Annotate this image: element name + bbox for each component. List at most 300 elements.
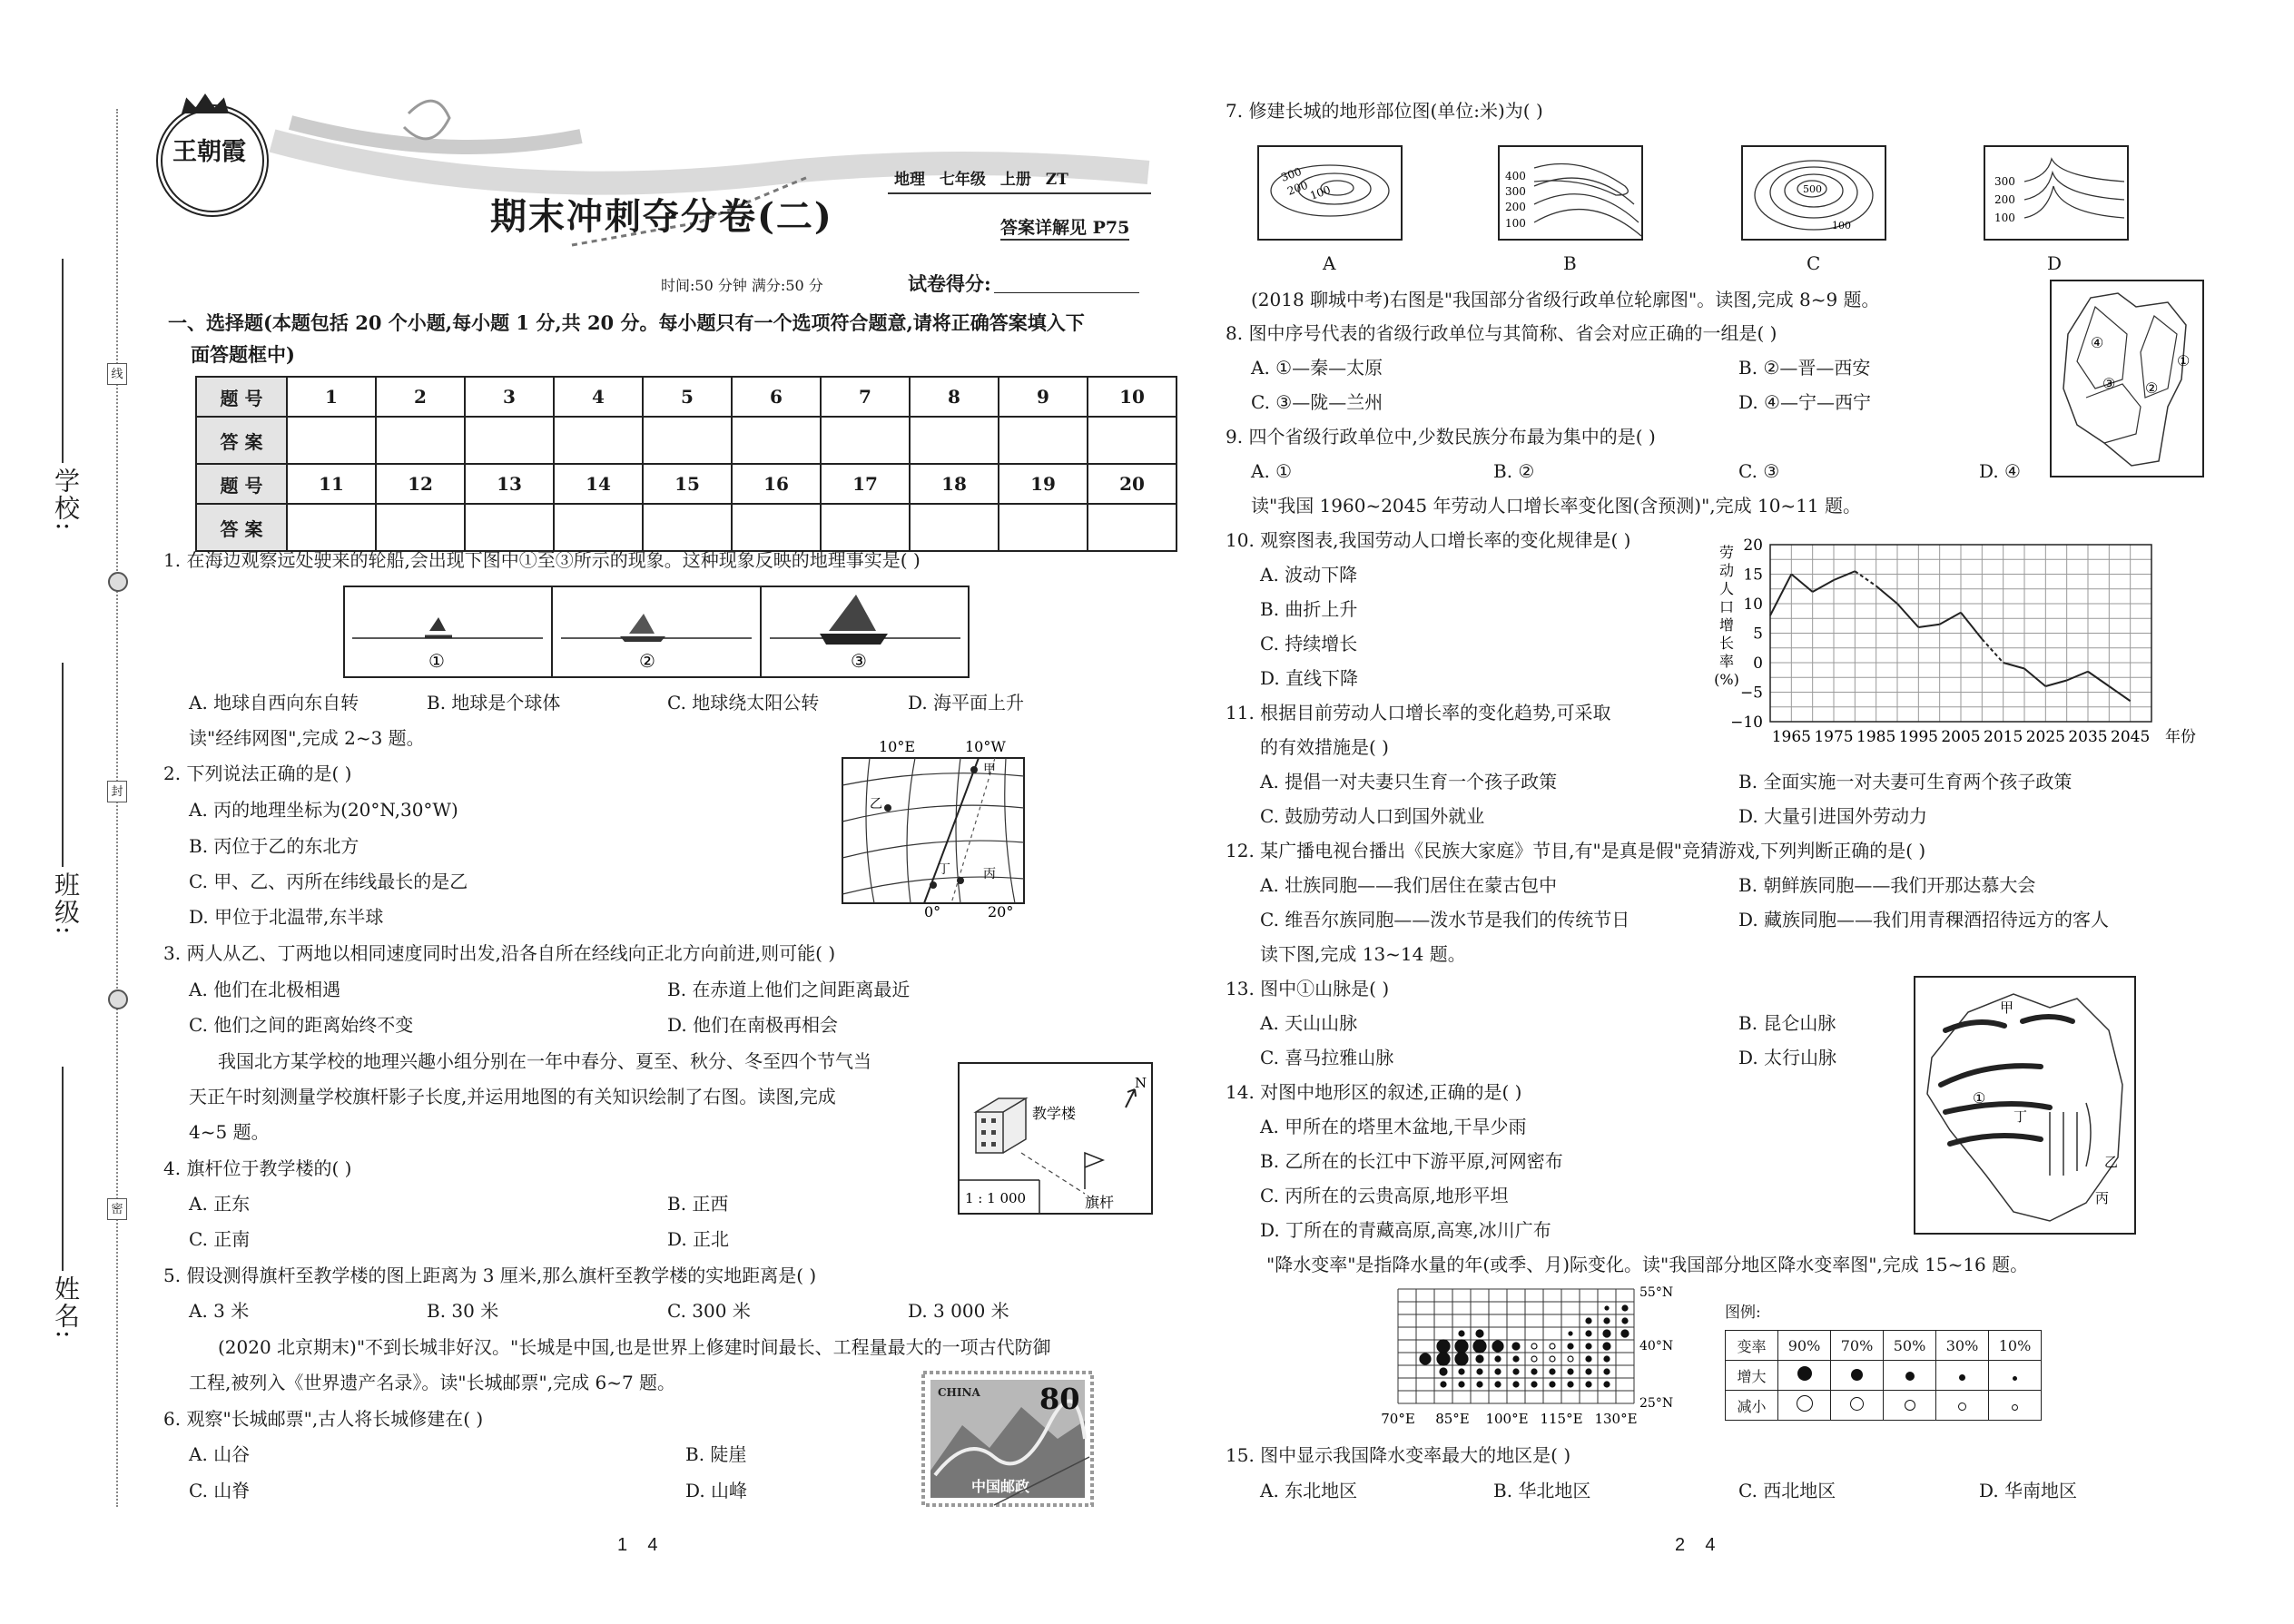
rain-dot-increase [1495, 1382, 1501, 1387]
legend-col: 30% [1936, 1331, 1989, 1361]
q8-stem: 8. 图中序号代表的省级行政单位与其简称、省会对应正确的一组是( ) [1226, 322, 1777, 344]
answer-table-num: 6 [732, 377, 821, 417]
legend-title: 图例: [1725, 1304, 1761, 1322]
legend-dec: 减小 [1726, 1391, 1778, 1421]
west-map-ding: 丁 [2013, 1108, 2028, 1125]
answer-table-num-label: 题 号 [196, 377, 287, 417]
name-label: 姓名: [51, 1275, 81, 1341]
stamp-post: 中国邮政 [971, 1478, 1030, 1495]
q9-option-a[interactable]: A. ① [1251, 460, 1293, 482]
q13-option-c[interactable]: C. 喜马拉雅山脉 [1260, 1047, 1394, 1068]
q5-option-a[interactable]: A. 3 米 [189, 1300, 250, 1322]
west-map-yi: 乙 [2104, 1154, 2119, 1170]
chart-ytick-label: 5 [1753, 625, 1763, 644]
graticule-yi: 乙 [870, 797, 882, 812]
answer-cell[interactable] [465, 417, 554, 464]
answer-cell[interactable] [732, 417, 821, 464]
q15-option-a[interactable]: A. 东北地区 [1260, 1480, 1358, 1501]
q2-stem: 2. 下列说法正确的是( ) [163, 763, 352, 784]
rain-dot-increase [1476, 1330, 1483, 1337]
great-wall-stamp [921, 1371, 1094, 1507]
q12-option-a[interactable]: A. 壮族同胞——我们居住在蒙古包中 [1260, 874, 1558, 896]
section1-line1: 一、选择题(本题包括 20 个小题,每小题 1 分,共 20 分。每小题只有一个选项符合题意,请将正确答案填入下 [168, 311, 1085, 334]
graticule-map [833, 735, 1033, 920]
q7-contour-b [1498, 145, 1643, 241]
answer-cell[interactable] [554, 504, 643, 551]
q9-stem: 9. 四个省级行政单位中,少数民族分布最为集中的是( ) [1226, 426, 1656, 448]
chart-line-segment [1770, 575, 1791, 616]
answer-table-num: 5 [643, 377, 732, 417]
page-number-right: 2 4 [1675, 1535, 1716, 1555]
binding-hole-1 [108, 572, 128, 592]
rain-dot-increase [1531, 1382, 1537, 1387]
name-line [62, 1067, 64, 1271]
answer-table-num: 4 [554, 377, 643, 417]
answer-cell[interactable] [999, 504, 1088, 551]
province-n1: ① [2177, 352, 2191, 369]
q2-option-a[interactable]: A. 丙的地理坐标为(20°N,30°W) [189, 799, 458, 821]
rain-dot-increase [1586, 1369, 1591, 1374]
chart-ytick-label: −5 [1739, 684, 1763, 703]
answer-table-num: 14 [554, 464, 643, 504]
q10-option-a[interactable]: A. 波动下降 [1260, 564, 1358, 586]
q11-option-b[interactable]: B. 全面实施一对夫妻可生育两个孩子政策 [1738, 771, 2072, 792]
legend-dot-inc [1851, 1369, 1863, 1381]
answer-table-ans-label: 答 案 [196, 504, 287, 551]
chart-ytick-label: 10 [1743, 595, 1763, 614]
legend-dot-inc [1905, 1372, 1915, 1381]
chart-ytick-label: 20 [1743, 536, 1763, 555]
q2-option-b[interactable]: B. 丙位于乙的东北方 [189, 835, 359, 857]
legend-col: 70% [1831, 1331, 1884, 1361]
legend-col: 90% [1778, 1331, 1831, 1361]
rain-dot-increase [1473, 1340, 1486, 1353]
answer-table-num: 9 [999, 377, 1088, 417]
rain-dot-increase [1550, 1382, 1555, 1387]
rain-dot-increase [1550, 1369, 1555, 1374]
q6-stem: 6. 观察"长城邮票",古人将长城修建在( ) [163, 1408, 484, 1430]
graticule-ding: 丁 [938, 862, 950, 877]
q6-option-b[interactable]: B. 陡崖 [685, 1443, 747, 1465]
graticule-top-right: 10°W [965, 738, 1006, 755]
q5-option-b[interactable]: B. 30 米 [427, 1300, 499, 1322]
rain-dot-increase [1459, 1331, 1464, 1336]
legend-col: 10% [1989, 1331, 2042, 1361]
q3-option-b[interactable]: B. 在赤道上他们之间距离最近 [667, 979, 911, 1000]
q7-b-300: 300 [1505, 185, 1526, 198]
rain-dot-increase [1455, 1353, 1468, 1365]
chart-xtick-label: 1985 [1856, 728, 1896, 746]
rain-dot-increase [1603, 1330, 1610, 1337]
q9-option-b[interactable]: B. ② [1493, 460, 1535, 482]
rain-dot-increase [1459, 1369, 1464, 1374]
answer-table-num: 16 [732, 464, 821, 504]
rain-dot-increase [1420, 1353, 1431, 1364]
chart-ylabel-char: 人 [1718, 580, 1735, 597]
passage-8-9: (2018 聊城中考)右图是"我国部分省级行政单位轮廓图"。读图,完成 8~9 题。 [1251, 289, 1880, 310]
q11-option-a[interactable]: A. 提倡一对夫妻只生育一个孩子政策 [1260, 771, 1558, 792]
answer-table-num: 1 [287, 377, 376, 417]
chart-ylabel-char: 增 [1718, 616, 1735, 634]
chart-xtick-label: 1965 [1771, 728, 1811, 746]
q9-option-d[interactable]: D. ④ [1979, 460, 2021, 482]
rain-dot-increase [1477, 1369, 1482, 1374]
q6-option-c[interactable]: C. 山脊 [189, 1480, 251, 1501]
q3-option-a[interactable]: A. 他们在北极相遇 [189, 979, 341, 1000]
answer-table-num: 15 [643, 464, 732, 504]
stamp-value: 80 [1039, 1382, 1080, 1416]
rain-dot-decrease [1568, 1356, 1573, 1362]
legend-dot-inc [2013, 1376, 2017, 1381]
q5-option-d[interactable]: D. 3 000 米 [908, 1300, 1009, 1322]
chart-xtick-label: 1995 [1898, 728, 1938, 746]
answer-cell[interactable] [643, 504, 732, 551]
rain-dot-increase [1437, 1340, 1450, 1353]
q13-option-b[interactable]: B. 昆仑山脉 [1738, 1012, 1836, 1034]
answer-table-num: 13 [465, 464, 554, 504]
answer-cell[interactable] [732, 504, 821, 551]
chart-ylabel-char: 率 [1718, 653, 1735, 670]
q2-option-c[interactable]: C. 甲、乙、丙所在纬线最长的是乙 [189, 871, 468, 892]
q1-option-d[interactable]: D. 海平面上升 [908, 692, 1025, 714]
rainfall-variability-map [1381, 1280, 1689, 1434]
chart-ytick-label: 15 [1743, 566, 1763, 585]
rain-dot-increase [1568, 1369, 1573, 1374]
rain-dot-increase [1495, 1369, 1501, 1374]
rain-dot-increase [1513, 1382, 1519, 1387]
answer-table-num: 2 [376, 377, 465, 417]
rain-lon-label: 130°E [1594, 1411, 1638, 1427]
rain-dot-increase [1622, 1318, 1628, 1324]
q12-option-c[interactable]: C. 维吾尔族同胞——泼水节是我们的传统节日 [1260, 909, 1630, 930]
q8-option-d[interactable]: D. ④—宁—西宁 [1738, 391, 1871, 413]
q8-option-c[interactable]: C. ③—陇—兰州 [1251, 391, 1383, 413]
rain-lat-mid: 40°N [1639, 1339, 1674, 1353]
rain-dot-increase [1604, 1318, 1610, 1324]
answer-table [195, 376, 1177, 552]
q12-option-d[interactable]: D. 藏族同胞——我们用青稞酒招待远方的客人 [1738, 909, 2110, 930]
legend-table [1725, 1330, 2042, 1421]
q7-label-c[interactable]: C [1807, 252, 1821, 274]
rain-dot-increase [1605, 1306, 1609, 1310]
q11-option-d[interactable]: D. 大量引进国外劳动力 [1738, 805, 1928, 827]
legend-dot-inc [1959, 1374, 1965, 1381]
answer-table-num: 3 [465, 377, 554, 417]
q8-option-a[interactable]: A. ①—秦—太原 [1251, 357, 1383, 379]
rain-dot-increase [1569, 1332, 1572, 1335]
q8-option-b[interactable]: B. ②—晋—西安 [1738, 357, 1871, 379]
legend-dot-dec [1905, 1400, 1915, 1411]
q15-stem: 15. 图中显示我国降水变率最大的地区是( ) [1226, 1444, 1571, 1466]
q4-option-b[interactable]: B. 正西 [667, 1193, 729, 1215]
rain-dot-increase [1441, 1382, 1446, 1387]
answer-table-ans-label: 答 案 [196, 417, 287, 464]
class-label: 班级: [51, 871, 81, 937]
school-map-scale: 1 : 1 000 [965, 1190, 1027, 1206]
q1-option-b[interactable]: B. 地球是个球体 [427, 692, 561, 714]
subject-tag: 地理 七年级 上册 ZT [894, 171, 1068, 189]
legend-dot-dec [1958, 1403, 1966, 1411]
answer-cell[interactable] [910, 417, 999, 464]
rain-lat-bot: 25°N [1639, 1396, 1674, 1411]
rain-dot-increase [1440, 1368, 1447, 1375]
class-line [62, 663, 64, 867]
rain-dot-increase [1586, 1331, 1591, 1336]
q15-option-c[interactable]: C. 西北地区 [1738, 1480, 1836, 1501]
school-map-flag: 旗杆 [1085, 1194, 1115, 1211]
passage-6-7-line1: (2020 北京期末)"不到长城非好汉。"长城是中国,也是世界上修建时间最长、工程量最大的一项古代防御 [218, 1336, 1051, 1358]
answer-table-num: 8 [910, 377, 999, 417]
q11-stem-2: 的有效措施是( ) [1260, 736, 1389, 758]
section1-line2: 面答题框中) [191, 343, 295, 366]
q13-stem: 13. 图中①山脉是( ) [1226, 978, 1390, 999]
exam-title: 期末冲刺夺分卷(二) [490, 195, 833, 238]
chart-xtick-label: 2005 [1941, 728, 1981, 746]
q7-contour-a [1257, 145, 1403, 241]
q7-contour-c [1741, 145, 1886, 241]
binding-mark-3: 密 [107, 1198, 127, 1220]
graticule-jia: 甲 [983, 763, 996, 777]
school-line [62, 259, 64, 463]
rain-dot-increase [1531, 1369, 1537, 1374]
q7-b-200: 200 [1505, 201, 1526, 213]
subject-tag-rule [888, 192, 1151, 194]
graticule-bing: 丙 [983, 867, 996, 881]
q14-option-a[interactable]: A. 甲所在的塔里木盆地,干旱少雨 [1260, 1116, 1527, 1137]
read-13-14: 读下图,完成 13~14 题。 [1260, 943, 1466, 965]
chart-line-segment [2004, 663, 2024, 669]
chart-ylabel-char: 口 [1718, 598, 1735, 615]
rain-lon-label: 70°E [1381, 1411, 1415, 1427]
chart-xlabel: 年份 [2165, 728, 2196, 746]
answer-cell[interactable] [287, 504, 376, 551]
rain-dot-increase [1603, 1343, 1610, 1350]
q7-a-300: 300 [1279, 164, 1304, 184]
q10-option-d[interactable]: D. 直线下降 [1260, 667, 1359, 689]
q7-d-100: 100 [1994, 212, 2015, 224]
q1-ship-figure [343, 586, 970, 678]
rain-lon-label: 100°E [1485, 1411, 1529, 1427]
passage-4-5-line2: 天正午时刻测量学校旗杆影子长度,并运用地图的有关知识绘制了右图。读图,完成 [189, 1086, 836, 1107]
rain-lon-label: 85°E [1435, 1411, 1470, 1427]
q7-a-200: 200 [1285, 178, 1310, 198]
stamp-country: CHINA [938, 1386, 980, 1399]
school-label: 学校: [51, 468, 81, 533]
binding-mark-1: 线 [107, 363, 127, 385]
answer-table-num: 12 [376, 464, 465, 504]
rain-dot-increase [1604, 1369, 1610, 1374]
chart-line-segment [2067, 672, 2088, 681]
q3-stem: 3. 两人从乙、丁两地以相同速度同时出发,沿各自所在经线向正北方向前进,则可能( ) [163, 942, 836, 964]
west-map-n1: ① [1973, 1089, 1986, 1107]
school-map-building: 教学楼 [1032, 1105, 1077, 1122]
province-n3: ③ [2102, 375, 2116, 392]
q12-option-b[interactable]: B. 朝鲜族同胞——我们开那达慕大会 [1738, 874, 2036, 896]
chart-xtick-label: 1975 [1814, 728, 1854, 746]
answer-cell[interactable] [287, 417, 376, 464]
q3-option-d[interactable]: D. 他们在南极再相会 [667, 1014, 839, 1036]
chart-xtick-label: 2035 [2068, 728, 2108, 746]
graticule-top-left: 10°E [879, 738, 916, 755]
province-map [2050, 280, 2204, 477]
q14-option-d[interactable]: D. 丁所在的青藏高原,高寒,冰川广布 [1260, 1219, 1551, 1241]
q4-option-d[interactable]: D. 正北 [667, 1228, 730, 1250]
answer-cell[interactable] [910, 504, 999, 551]
rain-dot-increase [1622, 1305, 1628, 1311]
q15-option-d[interactable]: D. 华南地区 [1979, 1480, 2078, 1501]
q3-option-c[interactable]: C. 他们之间的距离始终不变 [189, 1014, 414, 1036]
chart-ylabel-char: 劳 [1718, 544, 1735, 561]
q7-b-100: 100 [1505, 217, 1526, 230]
answer-table-num: 10 [1088, 377, 1177, 417]
q7-label-a[interactable]: A [1323, 252, 1336, 274]
rain-dot-decrease [1550, 1356, 1555, 1362]
q11-option-c[interactable]: C. 鼓励劳动人口到国外就业 [1260, 805, 1485, 827]
q2-option-d[interactable]: D. 甲位于北温带,东半球 [189, 906, 384, 928]
q13-option-a[interactable]: A. 天山山脉 [1260, 1012, 1358, 1034]
read-10-11: 读"我国 1960~2045 年劳动人口增长率变化图(含预测)",完成 10~11 题。 [1251, 495, 1862, 517]
passage-15-16: "降水变率"是指降水量的年(或季、月)际变化。读"我国部分地区降水变率图",完成 15~16 题。 [1266, 1254, 2029, 1275]
binding-mark-2: 封 [107, 781, 127, 802]
rain-dot-increase [1586, 1356, 1591, 1362]
rain-lon-label: 115°E [1540, 1411, 1583, 1427]
west-china-map [1914, 976, 2136, 1235]
rain-dot-increase [1586, 1318, 1591, 1324]
chart-line-segment [2045, 681, 2066, 687]
answer-cell[interactable] [376, 504, 465, 551]
chart-line-segment [1813, 580, 1834, 592]
rain-dot-increase [1568, 1382, 1573, 1387]
score-label: 试卷得分: [908, 272, 991, 295]
q10-option-c[interactable]: C. 持续增长 [1260, 633, 1358, 655]
q10-stem: 10. 观察图表,我国劳动人口增长率的变化规律是( ) [1226, 529, 1631, 551]
q12-stem: 12. 某广播电视台播出《民族大家庭》节目,有"是真是假"竞猜游戏,下列判断正确的是( ) [1226, 840, 1926, 861]
q14-option-b[interactable]: B. 乙所在的长江中下游平原,河网密布 [1260, 1150, 1563, 1172]
legend-dot-dec [1850, 1397, 1864, 1411]
answer-cell[interactable] [821, 417, 910, 464]
logo-text: 王朝霞 [172, 138, 246, 166]
q7-stem: 7. 修建长城的地形部位图(单位:米)为( ) [1226, 100, 1543, 122]
chart-line-segment [1834, 571, 1855, 580]
chart-ylabel-char: 动 [1718, 562, 1735, 579]
chart-line-segment [2109, 686, 2130, 701]
passage-4-5-line3: 4~5 题。 [189, 1121, 270, 1143]
q6-option-d[interactable]: D. 山峰 [685, 1480, 748, 1501]
answer-table-num-label: 题 号 [196, 464, 287, 504]
answer-table-num: 7 [821, 377, 910, 417]
q14-stem: 14. 对图中地形区的叙述,正确的是( ) [1226, 1081, 1522, 1103]
q14-option-c[interactable]: C. 丙所在的云贵高原,地形平坦 [1260, 1185, 1509, 1206]
legend-dot-dec [1797, 1395, 1813, 1412]
rain-dot-increase [1459, 1382, 1464, 1387]
chart-ylabel-char: (%) [1714, 671, 1739, 688]
chart-xtick-label: 2015 [1984, 728, 2023, 746]
q7-label-d[interactable]: D [2047, 252, 2063, 274]
graticule-bottom-right: 20° [988, 903, 1014, 920]
province-n4: ④ [2091, 334, 2104, 351]
answer-cell[interactable] [376, 417, 465, 464]
q13-option-d[interactable]: D. 太行山脉 [1738, 1047, 1837, 1068]
rain-dot-decrease [1531, 1356, 1537, 1362]
chart-xtick-label: 2045 [2111, 728, 2151, 746]
chart-line-segment [1918, 625, 1939, 627]
legend-dot-inc [1797, 1366, 1812, 1381]
answer-cell[interactable] [465, 504, 554, 551]
rain-dot-decrease [1550, 1343, 1555, 1349]
rain-dot-increase [1604, 1356, 1610, 1362]
rain-dot-increase [1437, 1353, 1450, 1365]
q10-option-b[interactable]: B. 曲折上升 [1260, 598, 1358, 620]
q5-option-c[interactable]: C. 300 米 [667, 1300, 751, 1322]
west-map-jia: 甲 [2000, 999, 2014, 1016]
chart-ytick-label: −10 [1730, 714, 1763, 732]
rain-dot-increase [1604, 1382, 1610, 1387]
rain-dot-decrease [1531, 1343, 1537, 1349]
q1-option-a[interactable]: A. 地球自西向东自转 [189, 692, 359, 714]
answer-cell[interactable] [1088, 417, 1177, 464]
answer-cell[interactable] [643, 417, 732, 464]
rain-dot-increase [1513, 1369, 1519, 1374]
q1-label-2: ② [639, 650, 655, 672]
q1-label-3: ③ [851, 650, 867, 672]
read-2-3: 读"经纬网图",完成 2~3 题。 [189, 727, 425, 749]
q15-option-b[interactable]: B. 华北地区 [1493, 1480, 1591, 1501]
rain-dot-increase [1621, 1330, 1629, 1337]
score-line [994, 292, 1139, 293]
rain-lat-top: 55°N [1639, 1285, 1674, 1300]
school-flag-map [958, 1062, 1153, 1215]
header-ribbon-graphic [145, 86, 1153, 213]
chart-line-segment [1982, 639, 2003, 663]
binding-dashed-line [116, 109, 118, 1507]
rain-dot-increase [1476, 1355, 1483, 1363]
q4-option-a[interactable]: A. 正东 [189, 1193, 251, 1215]
answer-cell[interactable] [821, 504, 910, 551]
rain-dot-increase [1568, 1343, 1573, 1349]
q1-option-c[interactable]: C. 地球绕太阳公转 [667, 692, 820, 714]
answer-cell[interactable] [1088, 504, 1177, 551]
q7-b-400: 400 [1505, 170, 1526, 182]
passage-6-7-line2: 工程,被列入《世界遗产名录》。读"长城邮票",完成 6~7 题。 [189, 1372, 676, 1393]
rain-dot-increase [1513, 1356, 1519, 1362]
q7-c-500: 500 [1803, 183, 1822, 195]
q11-stem-1: 11. 根据目前劳动人口增长率的变化趋势,可采取 [1226, 702, 1611, 723]
passage-4-5-line1: 我国北方某学校的地理兴趣小组分别在一年中春分、夏至、秋分、冬至四个节气当 [218, 1050, 871, 1072]
chart-ylabel-char: 长 [1718, 635, 1735, 652]
q5-stem: 5. 假设测得旗杆至教学楼的图上距离为 3 厘米,那么旗杆至教学楼的实地距离是( ) [163, 1265, 817, 1286]
answer-ref: 答案详解见 P75 [1000, 218, 1129, 241]
legend-dot-dec [2012, 1404, 2018, 1411]
legend-col: 50% [1884, 1331, 1936, 1361]
q4-option-c[interactable]: C. 正南 [189, 1228, 251, 1250]
answer-cell[interactable] [999, 417, 1088, 464]
chart-xtick-label: 2025 [2025, 728, 2065, 746]
q6-option-a[interactable]: A. 山谷 [189, 1443, 251, 1465]
q7-label-b[interactable]: B [1563, 252, 1577, 274]
answer-cell[interactable] [554, 417, 643, 464]
graticule-bottom-left: 0° [924, 903, 941, 920]
chart-line-segment [2088, 672, 2109, 686]
q9-option-c[interactable]: C. ③ [1738, 460, 1780, 482]
answer-table-num: 11 [287, 464, 376, 504]
q4-stem: 4. 旗杆位于教学楼的( ) [163, 1157, 352, 1179]
q1-stem: 1. 在海边观察远处驶来的轮船,会出现下图中①至③所示的现象。这种现象反映的地理事实是( ) [163, 549, 921, 571]
rain-dot-increase [1586, 1343, 1591, 1349]
q7-contour-d [1984, 145, 2129, 241]
q7-c-100: 100 [1832, 220, 1851, 231]
school-map-north: N [1135, 1075, 1147, 1091]
legend-inc: 增大 [1726, 1361, 1778, 1391]
